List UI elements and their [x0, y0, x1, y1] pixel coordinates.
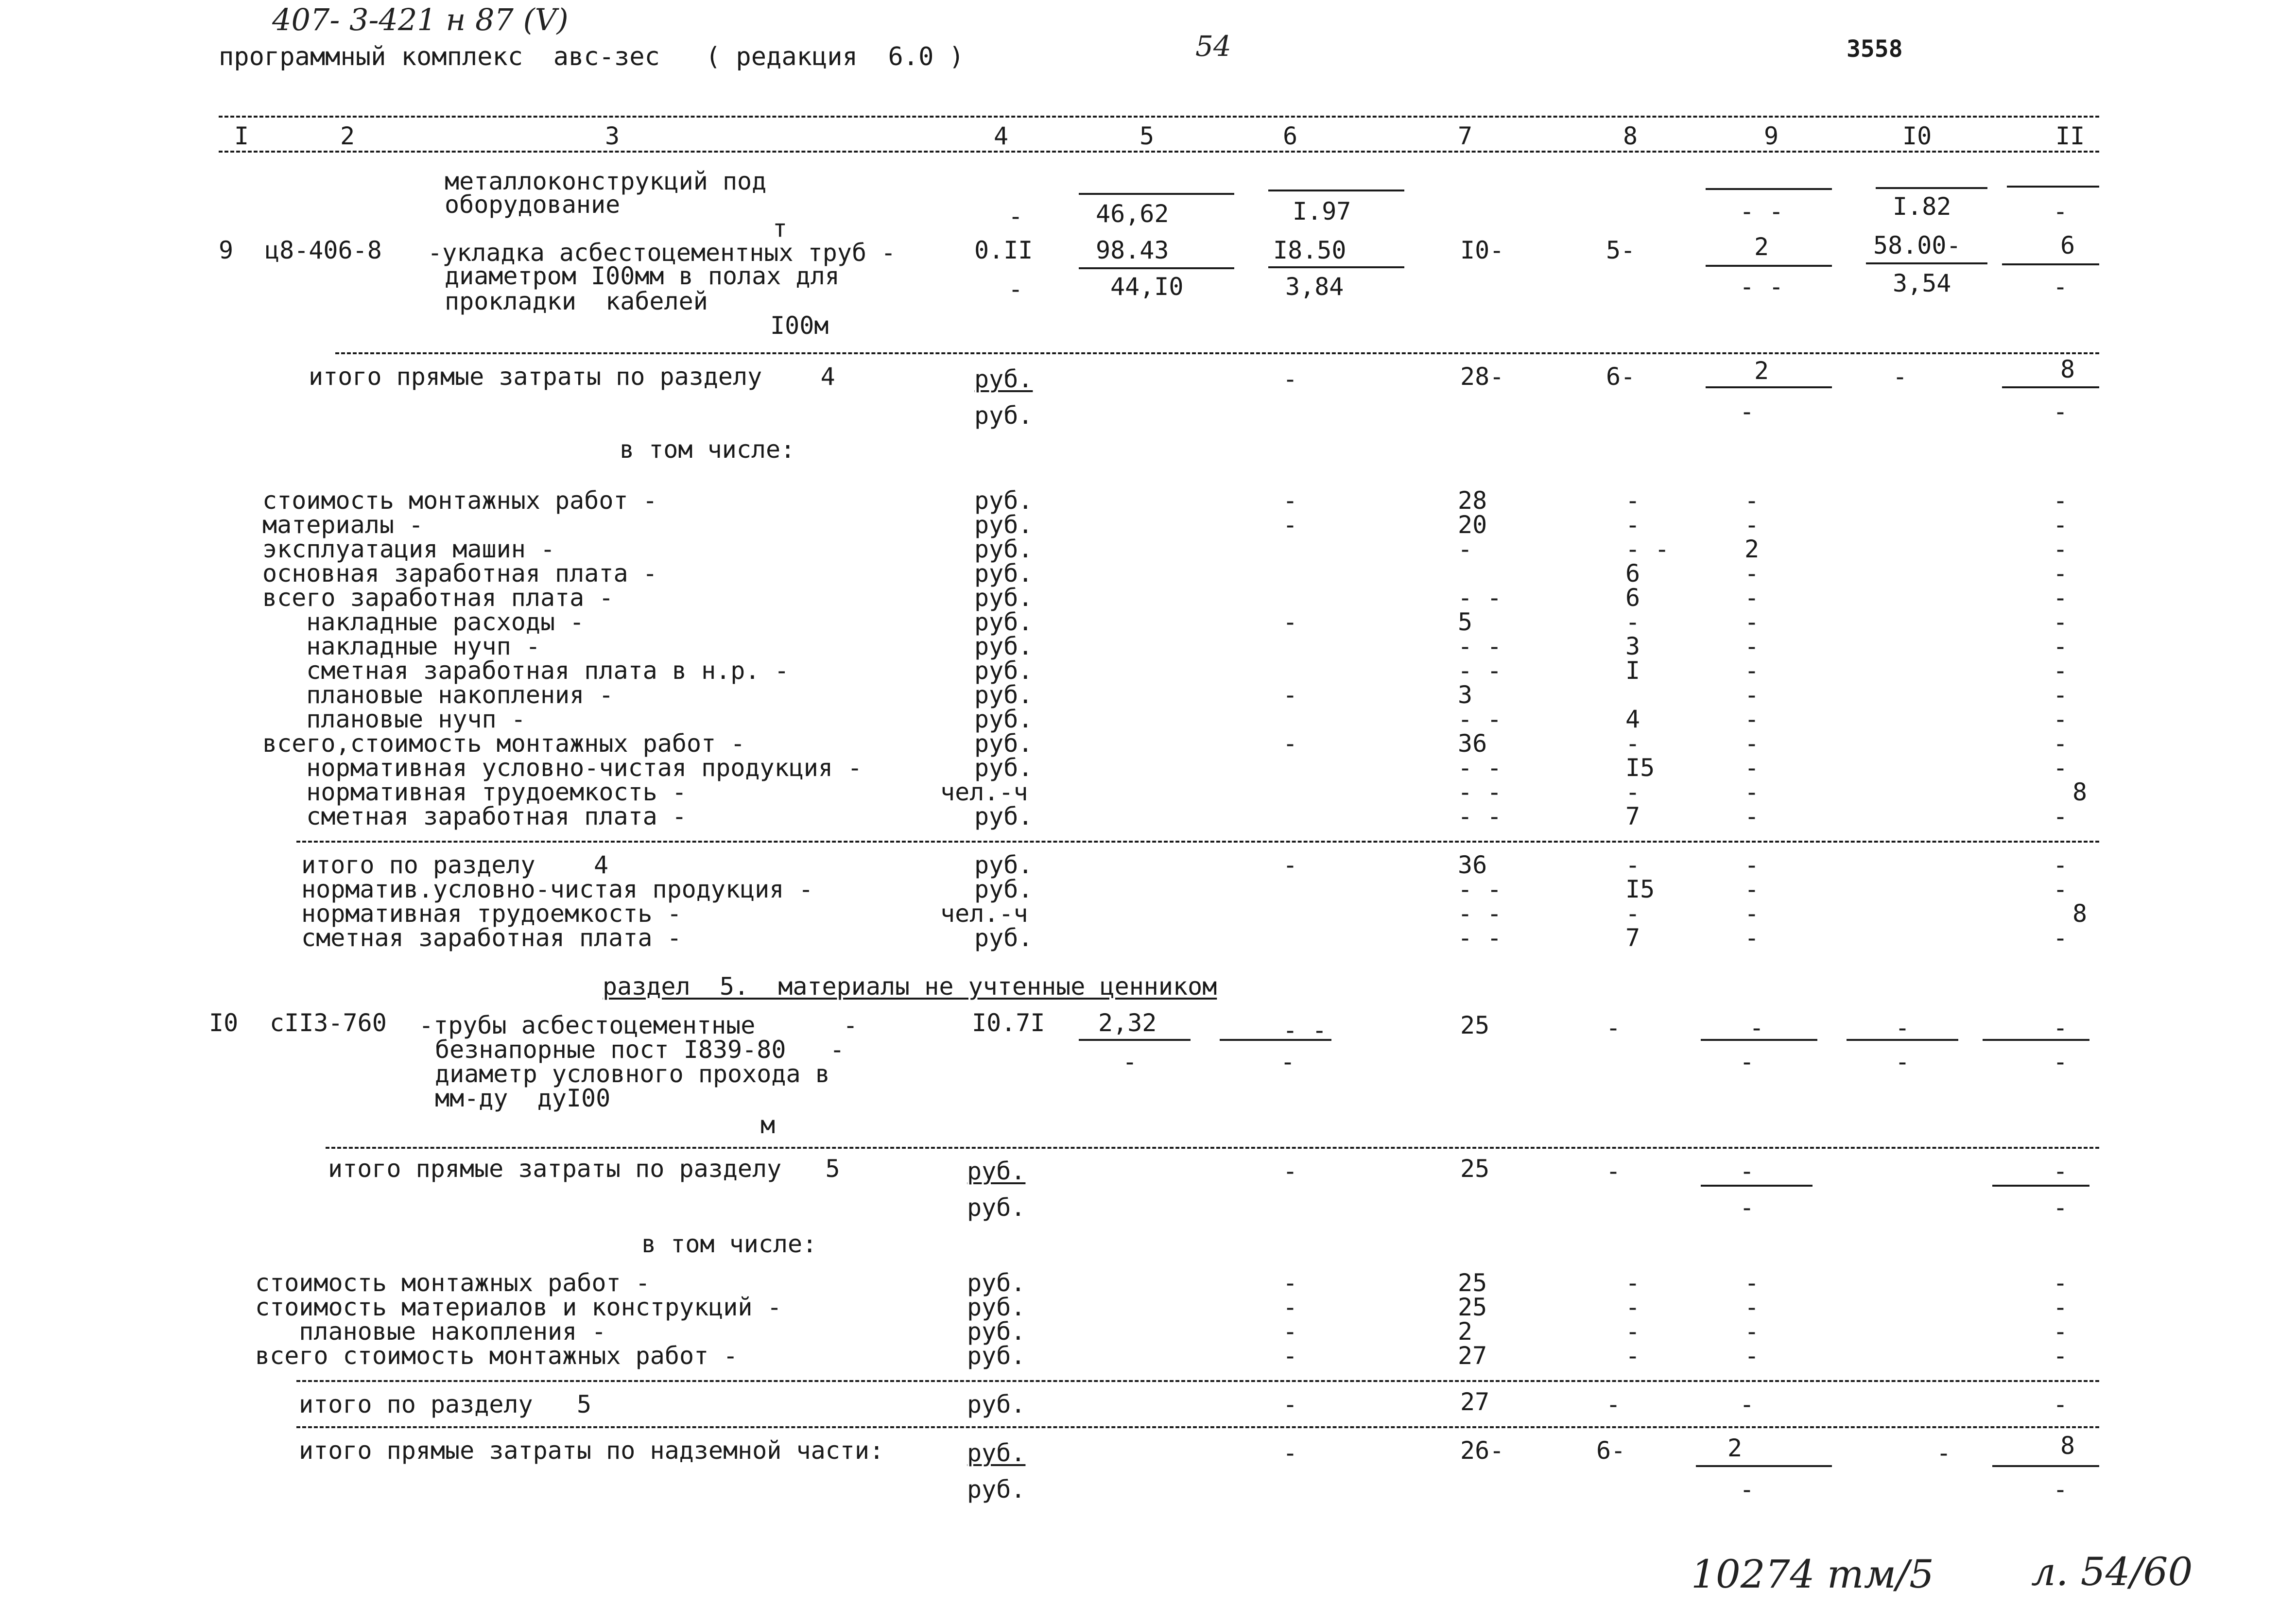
section5-item-c11: - — [2053, 1269, 2068, 1297]
section4-item-label: нормативная условно-чистая продукция - — [262, 754, 863, 782]
section5-direct-c9b: - — [1740, 1193, 1755, 1222]
section4-total-c7: 36 — [1458, 851, 1487, 879]
item-9-c7: I0- — [1460, 236, 1504, 264]
section4-item-c7: - - — [1458, 657, 1502, 685]
section4-item-c9: - — [1744, 657, 1760, 685]
section4-total-label: сметная заработная плата - — [301, 924, 682, 952]
rule — [1079, 193, 1234, 195]
section4-item-label: сметная заработная плата - — [262, 802, 687, 830]
section4-item-c8: 4 — [1625, 705, 1640, 733]
rule — [1847, 1039, 1958, 1041]
section4-total-c8: - — [1625, 899, 1640, 928]
section5-item-label: стоимость материалов и конструкций - — [255, 1293, 782, 1321]
section5-item-c6: - — [1283, 1342, 1298, 1370]
section5-item-unit: руб. — [967, 1293, 1026, 1321]
item-10-c5b: - — [1122, 1048, 1138, 1076]
column-header-10: I0 — [1902, 122, 1932, 150]
section4-item-c9: 2 — [1744, 535, 1760, 563]
section4-item-c7: 36 — [1458, 729, 1487, 758]
grand-total-c11: 8 — [2060, 1432, 2075, 1460]
column-header-7: 7 — [1458, 122, 1473, 150]
item-9-desc-3: прокладки кабелей — [445, 287, 708, 315]
section5-item-c7: 2 — [1458, 1317, 1473, 1346]
rule — [1706, 265, 1832, 267]
footer-page: л. 54/60 — [2031, 1549, 2193, 1594]
section4-item-c11: - — [2053, 559, 2068, 588]
section5-item-label: всего стоимость монтажных работ - — [255, 1342, 738, 1370]
item-10-code: сII3-760 — [270, 1009, 387, 1037]
section4-item-unit: руб. — [974, 584, 1033, 612]
section4-item-label: стоимость монтажных работ - — [262, 486, 657, 515]
item-top-desc-1: металлоконструкций под — [445, 167, 767, 195]
item-9-c8: 5- — [1606, 236, 1636, 264]
section4-total-label: нормативная трудоемкость - — [301, 899, 682, 928]
section4-item-c9: - — [1744, 608, 1760, 636]
section5-direct-c7: 25 — [1460, 1155, 1490, 1183]
rule — [1268, 190, 1404, 191]
section5-total-label: итого по разделу 5 — [299, 1390, 592, 1418]
header-rule-bottom — [219, 151, 2099, 153]
section4-item-c11: - — [2053, 535, 2068, 563]
section4-item-c11: - — [2053, 681, 2068, 709]
section4-item-label: эксплуатация машин - — [262, 535, 555, 563]
section4-direct-c11b: - — [2053, 397, 2068, 426]
section4-item-label: материалы - — [262, 511, 424, 539]
item-top-c6: I.97 — [1293, 197, 1351, 225]
section4-item-c8: 7 — [1625, 802, 1640, 830]
rule — [1992, 1185, 2089, 1187]
rule — [2007, 186, 2099, 188]
item-10-number: I0 — [209, 1009, 239, 1037]
section4-item-c6: - — [1283, 486, 1298, 515]
section4-item-unit: руб. — [974, 729, 1033, 758]
section4-item-c11: - — [2053, 511, 2068, 539]
section5-total-c7: 27 — [1460, 1388, 1490, 1416]
section4-item-unit: руб. — [974, 486, 1033, 515]
rule — [1701, 1039, 1817, 1041]
section5-direct-c11: - — [2053, 1157, 2068, 1185]
item-9-c9: 2 — [1754, 233, 1769, 261]
rule — [1992, 1465, 2099, 1467]
footer-reference: 10274 тм/5 — [1691, 1552, 1934, 1597]
rule-grand-total — [296, 1426, 2099, 1428]
section4-item-c9: - — [1744, 632, 1760, 660]
rule-section4-direct — [335, 352, 2099, 354]
section4-item-c8: - — [1625, 729, 1640, 758]
section4-item-unit: руб. — [974, 705, 1033, 733]
rule — [1701, 1185, 1813, 1187]
section4-item-c8: 6 — [1625, 584, 1640, 612]
section5-item-c6: - — [1283, 1317, 1298, 1346]
rule — [1706, 188, 1832, 190]
section4-direct-c8: 6- — [1606, 363, 1636, 391]
section4-total-unit: руб. — [974, 924, 1033, 952]
item-9-c5b: 44,I0 — [1110, 273, 1184, 301]
item-10-c6b: - — [1280, 1048, 1295, 1076]
section4-item-c11: - — [2053, 754, 2068, 782]
section4-total-c9: - — [1744, 899, 1760, 928]
item-9-c4: 0.II — [974, 236, 1033, 264]
section4-total-c7: - - — [1458, 924, 1502, 952]
section4-direct-c11: 8 — [2060, 355, 2075, 383]
grand-total-c9: 2 — [1727, 1434, 1743, 1462]
section4-item-c8: I — [1625, 657, 1640, 685]
item-9-c11b: - — [2053, 273, 2068, 301]
item-top-c11: - — [2053, 197, 2068, 225]
section4-direct-c9b: - — [1740, 397, 1755, 426]
column-header-4: 4 — [994, 122, 1009, 150]
section4-item-unit: руб. — [974, 802, 1033, 830]
section4-item-unit: руб. — [974, 511, 1033, 539]
section4-item-c6: - — [1283, 511, 1298, 539]
item-9-unit: I00м — [770, 311, 829, 340]
section4-item-c7: 20 — [1458, 511, 1487, 539]
column-header-3: 3 — [605, 122, 620, 150]
item-9-c6b: 3,84 — [1285, 273, 1344, 301]
section4-item-label: нормативная трудоемкость - — [262, 778, 687, 806]
section4-item-unit: руб. — [974, 559, 1033, 588]
rule — [1706, 386, 1832, 388]
section4-total-c11: - — [2053, 875, 2068, 903]
section4-item-c7: 3 — [1458, 681, 1473, 709]
program-line: программный комплекс авс-зес ( редакция 6.0 ) — [219, 42, 965, 71]
section4-item-c8: - — [1625, 486, 1640, 515]
section5-item-c9: - — [1744, 1317, 1760, 1346]
section4-direct-c7: 28- — [1460, 363, 1504, 391]
section5-direct-label: итого прямые затраты по разделу 5 — [328, 1155, 840, 1183]
section4-item-c11: - — [2053, 705, 2068, 733]
item-10-c7: 25 — [1460, 1011, 1490, 1039]
section5-item-c7: 25 — [1458, 1293, 1487, 1321]
section4-item-c9: - — [1744, 705, 1760, 733]
section4-item-c8: - — [1625, 511, 1640, 539]
section4-direct-c6: - — [1283, 365, 1298, 393]
section4-item-label: накладные расходы - — [262, 608, 585, 636]
item-top-unit: т — [773, 214, 788, 242]
grand-total-label: итого прямые затраты по надземной части: — [299, 1436, 884, 1465]
section5-direct-c11b: - — [2053, 1193, 2068, 1222]
section4-item-c11: - — [2053, 632, 2068, 660]
column-header-11: II — [2055, 122, 2085, 150]
rule — [1268, 266, 1404, 268]
section4-item-label: накладные нучп - — [262, 632, 540, 660]
section4-item-c7: - - — [1458, 778, 1502, 806]
rule-section5-total-top — [296, 1380, 2099, 1382]
section5-item-c8: - — [1625, 1269, 1640, 1297]
item-9-number: 9 — [219, 236, 234, 264]
rule — [1983, 1039, 2089, 1041]
rule — [2002, 263, 2099, 265]
item-10-c9: - — [1749, 1014, 1764, 1042]
grand-total-c9b: - — [1740, 1475, 1755, 1503]
section4-item-c11: - — [2053, 802, 2068, 830]
grand-total-c7: 26- — [1460, 1436, 1504, 1465]
section4-direct-rub1: руб. — [974, 365, 1033, 393]
item-10-c8: - — [1606, 1014, 1621, 1042]
grand-total-rub1: руб. — [967, 1439, 1026, 1467]
section4-item-label: основная заработная плата - — [262, 559, 657, 588]
section4-item-unit: руб. — [974, 657, 1033, 685]
section4-item-c7: - - — [1458, 754, 1502, 782]
section5-direct-c6: - — [1283, 1157, 1298, 1185]
section4-item-label: всего,стоимость монтажных работ - — [262, 729, 745, 758]
item-top-c4: - — [1008, 202, 1023, 230]
item-10-desc-1: -трубы асбестоцементные - — [419, 1011, 858, 1039]
section5-item-c8: - — [1625, 1293, 1640, 1321]
section4-item-unit: руб. — [974, 535, 1033, 563]
section4-item-unit: руб. — [974, 632, 1033, 660]
section5-item-c9: - — [1744, 1342, 1760, 1370]
item-10-c10b: - — [1895, 1048, 1910, 1076]
section4-item-c7: - - — [1458, 632, 1502, 660]
section4-item-c8: - - — [1625, 535, 1670, 563]
section4-total-c8: I5 — [1625, 875, 1655, 903]
item-9-code: ц8-406-8 — [265, 236, 382, 264]
section4-item-unit: руб. — [974, 681, 1033, 709]
section5-item-c7: 27 — [1458, 1342, 1487, 1370]
rule — [1696, 1465, 1832, 1467]
stamp-number: 3558 — [1847, 35, 1903, 63]
section5-item-unit: руб. — [967, 1342, 1026, 1370]
section4-item-unit: руб. — [974, 608, 1033, 636]
section4-item-c9: - — [1744, 559, 1760, 588]
section4-item-c7: - — [1458, 535, 1473, 563]
section5-item-label: стоимость монтажных работ - — [255, 1269, 650, 1297]
grand-total-c10: - — [1936, 1439, 1951, 1467]
item-10-desc-4: мм-ду дуI00 — [435, 1084, 611, 1112]
section4-item-c9: - — [1744, 681, 1760, 709]
item-10-c10: - — [1895, 1014, 1910, 1042]
section5-total-c6: - — [1283, 1390, 1298, 1418]
section4-total-unit: чел.-ч — [940, 899, 1028, 928]
section4-total-c8: 7 — [1625, 924, 1640, 952]
section4-item-c7: 5 — [1458, 608, 1473, 636]
section4-total-c9: - — [1744, 851, 1760, 879]
section5-direct-c8: - — [1606, 1157, 1621, 1185]
section4-item-label: плановые нучп - — [262, 705, 526, 733]
item-10-c11: - — [2053, 1014, 2068, 1042]
section4-total-c9: - — [1744, 875, 1760, 903]
section4-item-c9: - — [1744, 511, 1760, 539]
section4-total-c11: - — [2053, 851, 2068, 879]
item-top-c10: I.82 — [1893, 192, 1951, 221]
item-9-c10b: 3,54 — [1893, 269, 1951, 297]
section4-item-unit: чел.-ч — [940, 778, 1028, 806]
column-header-5: 5 — [1139, 122, 1155, 150]
section4-total-c6: - — [1283, 851, 1298, 879]
item-10-c4: I0.7I — [972, 1009, 1045, 1037]
section5-item-c11: - — [2053, 1342, 2068, 1370]
item-10-unit: м — [760, 1111, 776, 1139]
grand-total-c6: - — [1283, 1439, 1298, 1467]
rule-section5-direct — [326, 1147, 2099, 1149]
item-9-desc-2: диаметром I00мм в полах для — [445, 262, 840, 290]
section4-item-label: сметная заработная плата в н.р. - — [262, 657, 789, 685]
item-10-desc-2: безнапорные пост I839-80 - — [435, 1036, 845, 1064]
item-10-c9b: - — [1740, 1048, 1755, 1076]
column-header-8: 8 — [1623, 122, 1638, 150]
section4-item-c6: - — [1283, 681, 1298, 709]
section4-item-c8: - — [1625, 608, 1640, 636]
column-header-2: 2 — [340, 122, 355, 150]
section5-item-c8: - — [1625, 1317, 1640, 1346]
section4-direct-rub2: руб. — [974, 401, 1033, 430]
section4-total-c11: 8 — [2072, 899, 2088, 928]
item-9-c10: 58.00- — [1873, 231, 1961, 259]
column-header-9: 9 — [1764, 122, 1779, 150]
section4-item-c9: - — [1744, 778, 1760, 806]
item-9-c4b: - — [1008, 275, 1023, 303]
grand-total-c11b: - — [2053, 1475, 2068, 1503]
section4-item-unit: руб. — [974, 754, 1033, 782]
section5-item-c9: - — [1744, 1293, 1760, 1321]
section5-item-c8: - — [1625, 1342, 1640, 1370]
section5-item-c7: 25 — [1458, 1269, 1487, 1297]
section5-item-c11: - — [2053, 1293, 2068, 1321]
item-top-desc-2: оборудование — [445, 190, 621, 219]
rule — [1876, 187, 1987, 189]
section4-item-label: всего заработная плата - — [262, 584, 614, 612]
section4-item-c9: - — [1744, 584, 1760, 612]
section4-total-unit: руб. — [974, 851, 1033, 879]
item-top-c9: - - — [1740, 197, 1784, 225]
item-9-desc-1: -укладка асбестоцементных труб - — [428, 239, 896, 267]
item-10-c11b: - — [2053, 1048, 2068, 1076]
section4-item-c6: - — [1283, 608, 1298, 636]
section4-item-c7: 28 — [1458, 486, 1487, 515]
section4-direct-label: итого прямые затраты по разделу 4 — [309, 363, 835, 391]
section4-item-c9: - — [1744, 729, 1760, 758]
section5-direct-rub2: руб. — [967, 1193, 1026, 1222]
header-rule-top — [219, 116, 2099, 118]
item-10-desc-3: диаметр условного прохода в — [435, 1060, 830, 1088]
rule — [1866, 262, 1987, 264]
section5-including-label: в том числе: — [641, 1230, 817, 1258]
section5-item-unit: руб. — [967, 1269, 1026, 1297]
section4-item-c8: I5 — [1625, 754, 1655, 782]
column-header-6: 6 — [1283, 122, 1298, 150]
rule-section4-total — [296, 841, 2099, 843]
section4-item-c11: - — [2053, 729, 2068, 758]
section4-item-c11: - — [2053, 486, 2068, 515]
section4-item-c11: - — [2053, 608, 2068, 636]
section4-direct-c10: - — [1893, 363, 1908, 391]
section5-title: раздел 5. материалы не учтенные ценником — [603, 972, 1217, 1001]
section4-item-c9: - — [1744, 486, 1760, 515]
rule — [1220, 1039, 1331, 1041]
section4-total-unit: руб. — [974, 875, 1033, 903]
item-10-c5: 2,32 — [1098, 1009, 1157, 1037]
grand-total-c8: 6- — [1596, 1436, 1626, 1465]
page-number: 54 — [1195, 30, 1231, 63]
item-9-c11: 6 — [2060, 231, 2075, 259]
section4-total-label: норматив.условно-чистая продукция - — [301, 875, 813, 903]
item-9-c5: 98.43 — [1096, 236, 1169, 264]
section5-direct-c9: - — [1740, 1157, 1755, 1185]
section4-item-c11: 8 — [2072, 778, 2088, 806]
section4-including-label: в том числе: — [620, 435, 795, 464]
section4-item-c11: - — [2053, 657, 2068, 685]
section4-total-c7: - - — [1458, 875, 1502, 903]
section5-item-c6: - — [1283, 1293, 1298, 1321]
section4-item-c8: 6 — [1625, 559, 1640, 588]
section5-item-label: плановые накопления - — [255, 1317, 606, 1346]
section4-item-c7: - - — [1458, 802, 1502, 830]
section4-item-c6: - — [1283, 729, 1298, 758]
section5-item-c11: - — [2053, 1317, 2068, 1346]
section4-total-label: итого по разделу 4 — [301, 851, 609, 879]
section4-item-c9: - — [1744, 802, 1760, 830]
section4-item-c7: - - — [1458, 584, 1502, 612]
section5-total-c9: - — [1740, 1390, 1755, 1418]
grand-total-rub2: руб. — [967, 1475, 1026, 1503]
item-9-c6: I8.50 — [1273, 236, 1347, 264]
section5-item-c9: - — [1744, 1269, 1760, 1297]
item-9-c9b: - - — [1740, 273, 1784, 301]
item-top-c5: 46,62 — [1096, 200, 1169, 228]
section4-direct-c9: 2 — [1754, 357, 1769, 385]
section4-item-c8: 3 — [1625, 632, 1640, 660]
column-header-1: I — [234, 122, 249, 150]
section4-total-c8: - — [1625, 851, 1640, 879]
rule — [2002, 386, 2099, 388]
section4-total-c9: - — [1744, 924, 1760, 952]
rule — [1079, 1039, 1191, 1041]
section5-total-unit: руб. — [967, 1390, 1026, 1418]
section4-total-c7: - - — [1458, 899, 1502, 928]
section5-item-c6: - — [1283, 1269, 1298, 1297]
section5-item-unit: руб. — [967, 1317, 1026, 1346]
section4-item-label: плановые накопления - — [262, 681, 614, 709]
section4-item-c9: - — [1744, 754, 1760, 782]
section4-total-c11: - — [2053, 924, 2068, 952]
section4-item-c8: - — [1625, 778, 1640, 806]
item-10-c6: - - — [1283, 1016, 1327, 1044]
section4-item-c7: - - — [1458, 705, 1502, 733]
rule — [1079, 267, 1234, 269]
section5-total-c11: - — [2053, 1390, 2068, 1418]
handwritten-reference: 407- 3-421 н 87 (V) — [272, 2, 569, 37]
section5-total-c8: - — [1606, 1390, 1621, 1418]
section5-direct-rub1: руб. — [967, 1157, 1026, 1185]
section4-item-c11: - — [2053, 584, 2068, 612]
